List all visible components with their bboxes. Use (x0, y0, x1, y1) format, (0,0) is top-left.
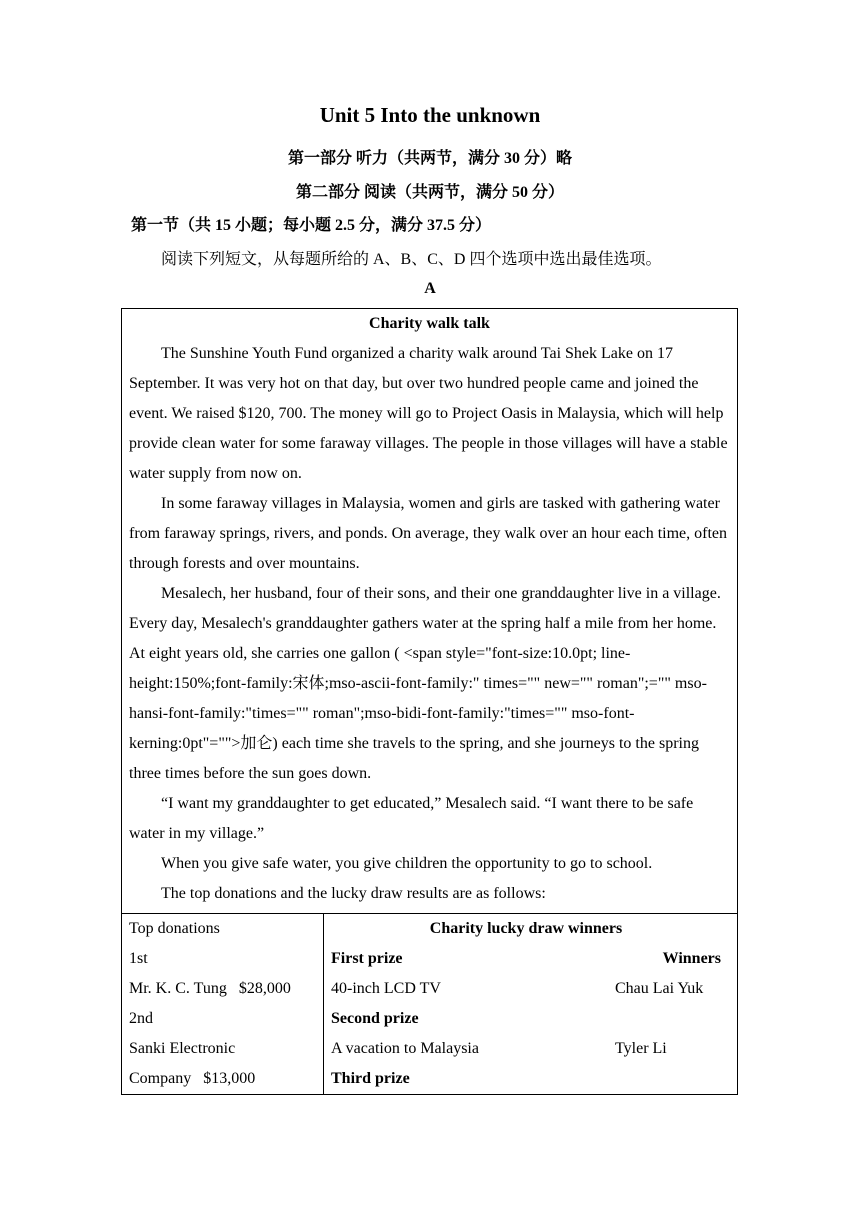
lucky-draw-heading: Charity lucky draw winners (429, 920, 623, 937)
article-paragraph-6: The top donations and the lucky draw results are as follows: (161, 885, 546, 902)
article-paragraph-5: When you give safe water, you give children the opportunity to go to school. (161, 855, 653, 872)
first-prize-item: 40-inch LCD TV (331, 980, 441, 997)
donation-line: 2nd (129, 1010, 153, 1027)
first-prize-detail-row (331, 974, 721, 1004)
donation-line: Company $13,000 (129, 1070, 256, 1087)
donation-line: 1st (129, 950, 148, 967)
second-prize-item: A vacation to Malaysia (331, 1040, 479, 1057)
part1-heading: 第一部分 听力（共两节，满分 30 分）略 (287, 150, 572, 167)
article-paragraph-3: Mesalech, her husband, four of their sons, and their one granddaughter live in a village. Every day, Mesalech's granddaughter gathers water at the spring half a mile from her home. At eight years old, she carries one gallon ( <span style="font-size:10.0pt; line-height:150%;font-family:宋体;mso-ascii-font-family:" times="" new="" roman";="" mso-hansi-font-family:"times="" roman";mso-bidi-font-family:"times="" mso-font-kerning:0pt"="">加仑) each time she travels to the spring, and she journeys to the spring three times before the sun goes down. (129, 585, 721, 782)
instruction-text: 阅读下列短文，从每题所给的 A、B、C、D 四个选项中选出最佳选项。 (161, 251, 662, 268)
donations-heading: Top donations (129, 920, 220, 937)
donations-cell (122, 914, 324, 1095)
first-prize-winner: Chau Lai Yuk (615, 980, 704, 997)
winners-label: Winners (662, 950, 721, 967)
donation-line: Mr. K. C. Tung $28,000 (129, 980, 291, 997)
section1-heading: 第一节（共 15 小题；每小题 2.5 分，满分 37.5 分） (131, 217, 492, 234)
results-row (122, 914, 738, 1095)
article-paragraph-1: The Sunshine Youth Fund organized a charity walk around Tai Shek Lake on 17 September. It was very hot on that day, but over two hundred people came and joined the event. We raised $120, 700. The money will go to Project Oasis in Malaysia, which will help provide clean water for some faraway villages. The people in those villages will have a stable water supply from now on. (129, 345, 728, 482)
lucky-draw-cell (324, 914, 738, 1095)
first-prize-row (331, 944, 721, 974)
page-title: Unit 5 Into the unknown (319, 103, 541, 127)
article-row (122, 309, 738, 914)
part2-heading: 第二部分 阅读（共两节，满分 50 分） (295, 184, 564, 201)
article-paragraph-2: In some faraway villages in Malaysia, women and girls are tasked with gathering water from faraway springs, rivers, and ponds. On average, they walk over an hour each time, often through forests and over mountains. (129, 495, 728, 572)
article-paragraph-4: “I want my granddaughter to get educated,” Mesalech said. “I want there to be safe water in my village.” (129, 795, 694, 842)
article-heading: Charity walk talk (369, 315, 490, 332)
second-prize-detail-row (331, 1034, 721, 1064)
second-prize-winner: Tyler Li (615, 1040, 667, 1057)
article-cell (122, 309, 738, 914)
passage-letter: A (424, 280, 436, 297)
third-prize-label: Third prize (331, 1070, 410, 1087)
second-prize-label: Second prize (331, 1010, 419, 1027)
donation-line: Sanki Electronic (129, 1040, 236, 1057)
passage-table (121, 308, 738, 1095)
first-prize-label: First prize (331, 950, 403, 967)
